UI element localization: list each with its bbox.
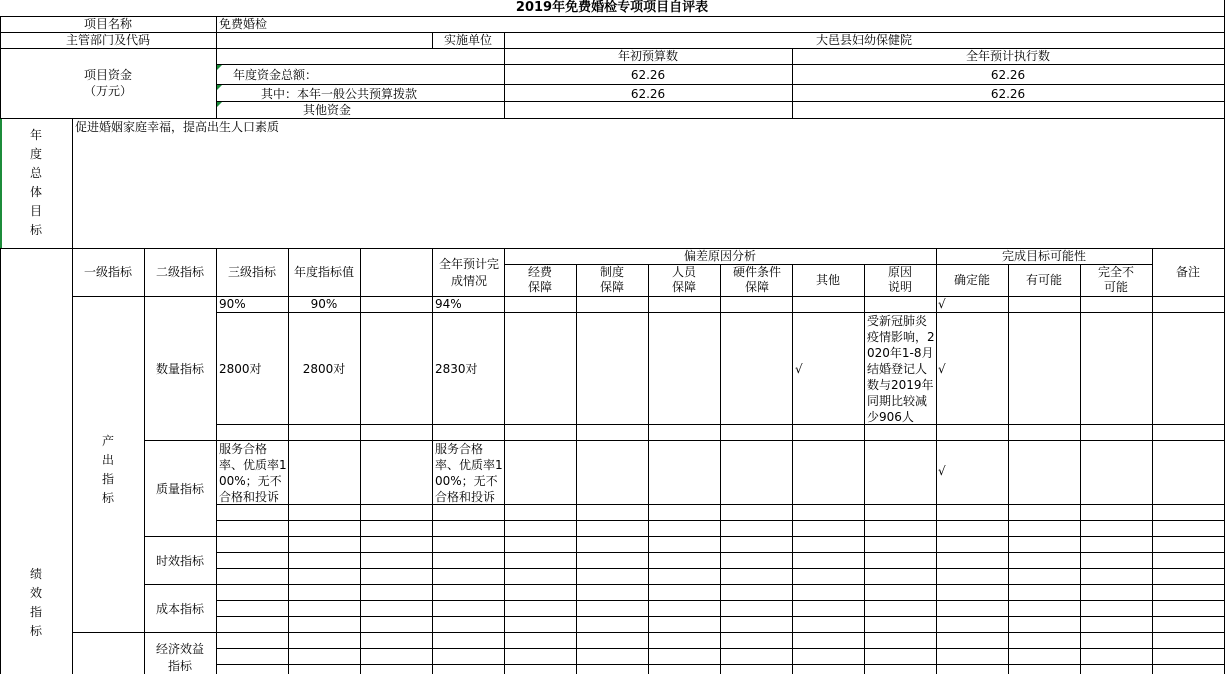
header-remarks: 备注 — [1175, 265, 1200, 279]
dept-label: 主管部门及代码 — [65, 33, 150, 47]
impl-value[interactable]: 大邑县妇幼保健院 — [815, 33, 912, 47]
row2-annual[interactable]: 2800对 — [302, 362, 346, 376]
general-budget-value[interactable]: 62.26 — [630, 87, 666, 101]
project-name-label: 项目名称 — [83, 17, 132, 31]
row3-certain-check[interactable]: √ — [938, 464, 946, 478]
row1-level3[interactable]: 90% — [219, 297, 246, 311]
total-funds-label: 年度资金总额： — [233, 68, 318, 82]
row2-level3[interactable]: 2800对 — [219, 362, 262, 376]
cell-marker — [217, 85, 222, 90]
general-exec-value[interactable]: 62.26 — [990, 87, 1026, 101]
row3-completion[interactable]: 服务合格率、优质率100%；无不合格和投诉 — [435, 442, 503, 504]
funds-label: 项目资金 — [83, 68, 132, 82]
cost-indicator-label: 成本指标 — [155, 602, 204, 616]
budget-header: 年初预算数 — [617, 49, 678, 63]
header-deviation: 偏差原因分析 — [683, 249, 756, 263]
general-funds-label: 其中：本年一般公共预算拨款 — [261, 87, 418, 101]
total-budget-value[interactable]: 62.26 — [630, 68, 666, 82]
header-level2: 二级指标 — [155, 265, 204, 279]
header-possible: 有可能 — [1025, 273, 1062, 287]
row2-reason[interactable]: 受新冠肺炎疫情影响，2020年1-8月结婚登记人数与2019年同期比较减少906人 — [867, 314, 935, 424]
row1-annual[interactable]: 90% — [310, 297, 338, 311]
cell-marker — [217, 65, 222, 70]
header-level3: 三级指标 — [227, 265, 276, 279]
cell-marker — [217, 102, 222, 107]
header-other: 其他 — [815, 273, 840, 287]
header-hardware: 硬件条件保障 — [732, 265, 781, 294]
quality-indicator-label: 质量指标 — [155, 482, 204, 496]
time-indicator-label: 时效指标 — [155, 554, 204, 568]
header-impossible: 完全不可能 — [1097, 265, 1134, 294]
header-completion: 全年预计完成情况 — [438, 257, 499, 288]
other-funds-label: 其他资金 — [303, 103, 352, 117]
perf-indicator-label: 绩效指标 — [29, 567, 42, 638]
row1-completion[interactable]: 94% — [435, 297, 462, 311]
row2-certain-check[interactable]: √ — [938, 362, 946, 376]
econ-indicator-label: 经济效益指标 — [155, 642, 204, 673]
annual-goal-text[interactable]: 促进婚姻家庭幸福，提高出生人口素质 — [75, 120, 280, 134]
header-reason: 原因说明 — [887, 265, 912, 294]
annual-goal-label: 年度总体目标 — [29, 128, 42, 237]
impl-label: 实施单位 — [443, 33, 492, 47]
header-possibility: 完成目标可能性 — [1001, 249, 1086, 263]
header-system: 制度保障 — [599, 265, 624, 294]
row2-completion[interactable]: 2830对 — [435, 362, 478, 376]
goal-cell-marker — [0, 119, 2, 248]
row2-other-check[interactable]: √ — [795, 362, 803, 376]
header-level1: 一级指标 — [83, 265, 132, 279]
header-funding: 经费保障 — [527, 265, 552, 294]
header-certain: 确定能 — [953, 273, 990, 287]
quantity-indicator-label: 数量指标 — [155, 362, 204, 376]
header-staff: 人员保障 — [671, 265, 696, 294]
form-title: 2019年免费婚检专项项目自评表 — [515, 0, 709, 15]
row1-certain-check[interactable]: √ — [938, 297, 946, 311]
funds-unit: （万元） — [83, 84, 132, 98]
total-exec-value[interactable]: 62.26 — [990, 68, 1026, 82]
row3-level3[interactable]: 服务合格率、优质率100%；无不合格和投诉 — [219, 442, 287, 504]
executed-header: 全年预计执行数 — [965, 49, 1050, 63]
project-name-value[interactable]: 免费婚检 — [219, 17, 268, 31]
output-indicator-label: 产出指标 — [101, 434, 114, 505]
header-annual-value: 年度指标值 — [293, 265, 354, 279]
